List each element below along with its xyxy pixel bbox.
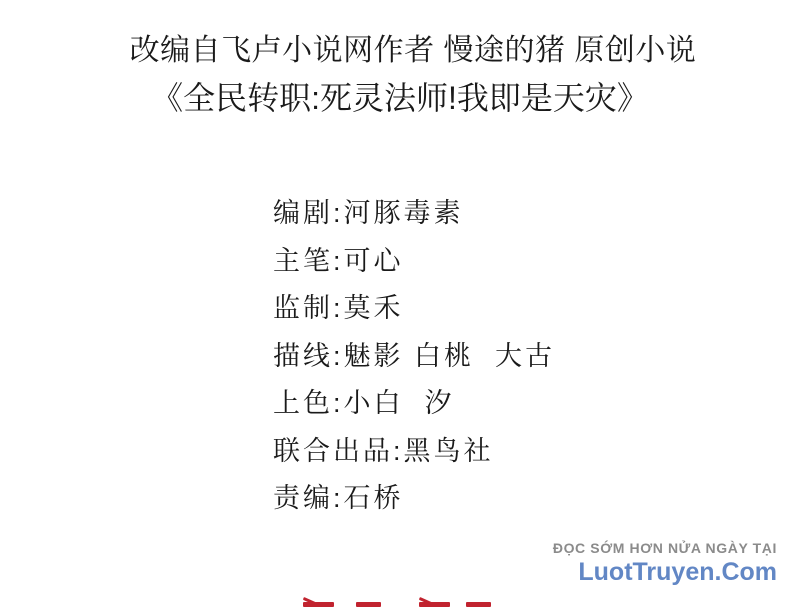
credit-line-supervisor <box>273 285 555 333</box>
credit-names: 魅影 白桃 大古 <box>343 340 556 371</box>
credit-role-label: 主笔: <box>273 245 344 276</box>
credit-names: 石桥 <box>343 483 404 513</box>
credit-role-label: 上色: <box>273 388 344 418</box>
credit-role-label: 监制: <box>273 293 344 323</box>
credit-line-line-art <box>273 333 555 381</box>
red-glyph-fragment <box>303 597 334 607</box>
credit-names: 黑鸟社 <box>403 435 494 466</box>
red-glyph-stroke <box>419 602 450 607</box>
credit-names: 莫禾 <box>343 293 404 323</box>
credit-line-editor <box>273 475 555 523</box>
credit-line-screenwriter <box>273 190 555 238</box>
adaptation-source-line: 改编自飞卢小说网作者 慢途的猪 原创小说 <box>129 34 697 67</box>
red-glyph-stroke <box>303 597 317 605</box>
red-glyph-fragment <box>419 597 450 607</box>
credit-line-coloring <box>273 380 555 428</box>
credit-role-label: 联合出品: <box>273 435 404 466</box>
watermark-site-name: LuotTruyen.Com <box>578 558 777 586</box>
credit-line-co-production <box>273 428 555 476</box>
red-glyph-stroke <box>356 602 381 607</box>
credit-role-label: 编剧: <box>273 198 344 228</box>
credits-list <box>273 190 555 523</box>
site-watermark <box>553 540 777 586</box>
comic-title: 《全民转职:死灵法师!我即是天灾》 <box>151 80 649 116</box>
credit-names: 河豚毒素 <box>343 198 464 228</box>
red-glyph-stroke <box>303 602 334 607</box>
credit-role-label: 描线: <box>273 340 344 371</box>
watermark-tagline: ĐỌC SỚM HƠN NỬA NGÀY TẠI <box>552 540 777 556</box>
credit-names: 小白 汐 <box>343 388 455 418</box>
credit-line-lead-artist <box>273 238 555 286</box>
credit-names: 可心 <box>343 245 404 276</box>
red-glyph-fragment <box>466 601 491 607</box>
red-glyph-stroke <box>466 602 491 607</box>
red-glyph-stroke <box>419 597 433 605</box>
credit-role-label: 责编: <box>273 483 344 513</box>
red-glyph-fragment <box>356 601 381 607</box>
